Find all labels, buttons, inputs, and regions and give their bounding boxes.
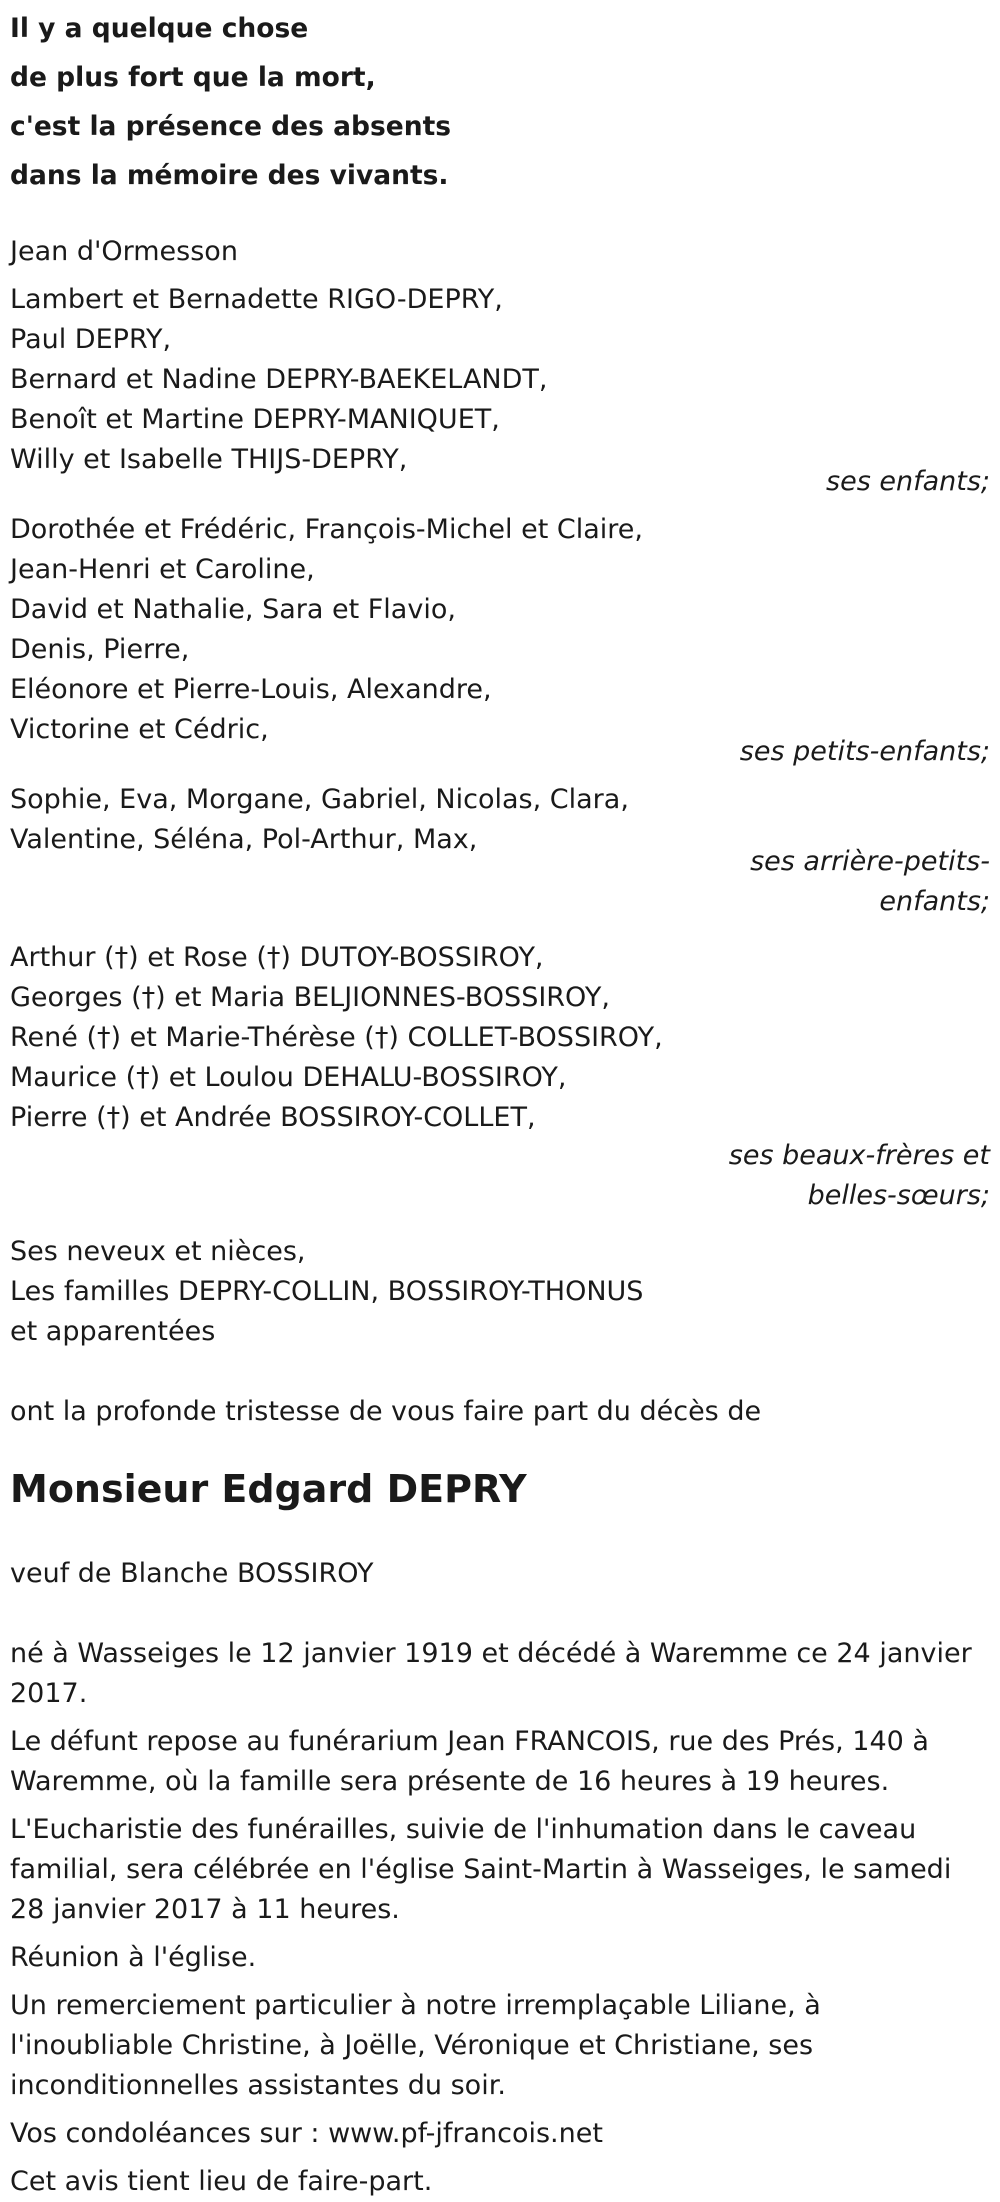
family-line: Maurice (†) et Loulou DEHALU-BOSSIROY, xyxy=(10,1062,567,1093)
rest-text: Le défunt repose au funérarium Jean FRANCOIS, rue des Prés, 140 à Waremme, où la famille sera présente de 16 heures à 19 heures. xyxy=(10,1726,929,1797)
family-line: Pierre (†) et Andrée BOSSIROY-COLLET, xyxy=(10,1102,536,1133)
meeting-text: Réunion à l'église. xyxy=(10,1942,257,1973)
announcement-text: ont la profonde tristesse de vous faire part du décès de xyxy=(10,1396,762,1427)
family-line: Benoît et Martine DEPRY-MANIQUET, xyxy=(10,404,500,435)
quote-line: dans la mémoire des vivants. xyxy=(10,160,449,191)
family-line: Victorine et Cédric, xyxy=(10,714,269,745)
family-line: Dorothée et Frédéric, François-Michel et Claire, xyxy=(10,514,643,545)
family-line: Arthur (†) et Rose (†) DUTOY-BOSSIROY, xyxy=(10,942,544,973)
relation-label: ses petits-enfants; xyxy=(739,736,990,767)
relation-label: ses enfants; xyxy=(826,466,990,497)
family-line: Georges (†) et Maria BELJIONNES-BOSSIROY, xyxy=(10,982,610,1013)
quote-block xyxy=(10,0,1000,200)
family-line: David et Nathalie, Sara et Flavio, xyxy=(10,594,456,625)
family-line: Eléonore et Pierre-Louis, Alexandre, xyxy=(10,674,492,705)
relation-label: ses beaux-frères et xyxy=(728,1140,990,1171)
family-line: Ses neveux et nièces, xyxy=(10,1236,306,1267)
quote-line: c'est la présence des absents xyxy=(10,111,452,142)
notice-text: Cet avis tient lieu de faire-part. xyxy=(10,2166,433,2197)
family-line: Paul DEPRY, xyxy=(10,324,172,355)
quote-line: Il y a quelque chose xyxy=(10,13,309,44)
ceremony-text: L'Eucharistie des funérailles, suivie de l'inhumation dans le caveau familial, sera célébrée en l'église Saint-Martin à Wasseiges, le samedi 28 janvier 2017 à 11 heures. xyxy=(10,1814,952,1925)
family-line: et apparentées xyxy=(10,1316,216,1347)
deceased-name: Monsieur Edgard DEPRY xyxy=(10,1467,527,1511)
quote-author: Jean d'Ormesson xyxy=(10,236,238,267)
extended-family-block xyxy=(10,1232,1000,1352)
relation-label: enfants; xyxy=(879,886,990,917)
quote-line: de plus fort que la mort, xyxy=(10,62,376,93)
family-line: Willy et Isabelle THIJS-DEPRY, xyxy=(10,444,408,475)
in-laws-block xyxy=(10,938,1000,1216)
family-line: Sophie, Eva, Morgane, Gabriel, Nicolas, Clara, xyxy=(10,784,629,815)
family-line: Denis, Pierre, xyxy=(10,634,190,665)
children-block xyxy=(10,280,1000,502)
great-grandchildren-block xyxy=(10,780,1000,922)
thanks-text: Un remerciement particulier à notre irremplaçable Liliane, à l'inoubliable Christine, à Joëlle, Véronique et Christiane, ses inconditionnelles assistantes du soir. xyxy=(10,1990,821,2101)
condolences-text: Vos condoléances sur : www.pf-jfrancois.net xyxy=(10,2118,603,2149)
grandchildren-block xyxy=(10,510,1000,772)
birth-death-text: né à Wasseiges le 12 janvier 1919 et décédé à Waremme ce 24 janvier 2017. xyxy=(10,1638,972,1709)
family-line: René (†) et Marie-Thérèse (†) COLLET-BOSSIROY, xyxy=(10,1022,663,1053)
family-line: Valentine, Séléna, Pol-Arthur, Max, xyxy=(10,824,478,855)
relation-label: ses arrière-petits- xyxy=(750,846,990,877)
family-line: Les familles DEPRY-COLLIN, BOSSIROY-THONUS xyxy=(10,1276,644,1307)
family-line: Bernard et Nadine DEPRY-BAEKELANDT, xyxy=(10,364,548,395)
family-line: Lambert et Bernadette RIGO-DEPRY, xyxy=(10,284,503,315)
relation-label: belles-sœurs; xyxy=(807,1180,990,1211)
spouse-text: veuf de Blanche BOSSIROY xyxy=(10,1558,374,1589)
family-line: Jean-Henri et Caroline, xyxy=(10,554,315,585)
